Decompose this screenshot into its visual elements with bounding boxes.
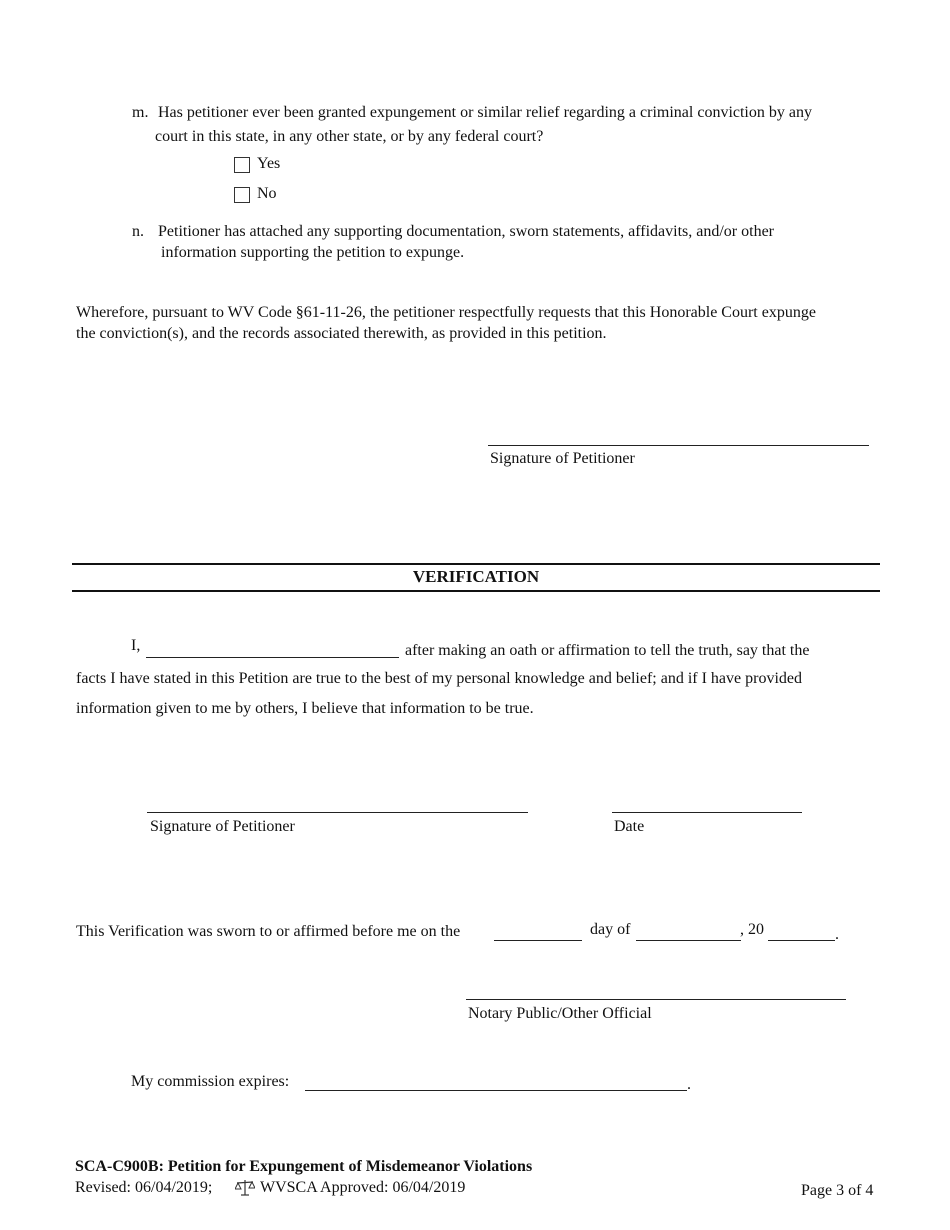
date-label: Date: [614, 818, 645, 835]
verification-line3: information given to me by others, I believe that information to be true.: [76, 700, 534, 717]
item-m-marker: m.: [132, 104, 149, 121]
item-m-text-line2: court in this state, in any other state, or by any federal court?: [155, 128, 544, 145]
wherefore-line2: the conviction(s), and the records associated therewith, as provided in this petition.: [76, 325, 607, 342]
verification-line1: after making an oath or affirmation to tell the truth, say that the: [405, 642, 810, 659]
footer-form-title: SCA-C900B: Petition for Expungement of Misdemeanor Violations: [75, 1158, 533, 1175]
scales-of-justice-icon: [235, 1179, 255, 1197]
date-line[interactable]: [612, 812, 802, 813]
signature-label-1: Signature of Petitioner: [490, 450, 635, 467]
yes-label: Yes: [257, 155, 281, 172]
item-n-text-line2: information supporting the petition to expunge.: [161, 244, 465, 261]
year-prefix: , 20: [740, 921, 764, 938]
no-label: No: [257, 185, 277, 202]
verification-i-label: I,: [131, 637, 141, 654]
day-blank-line[interactable]: [494, 940, 582, 941]
verification-title: VERIFICATION: [412, 567, 540, 586]
month-blank-line[interactable]: [636, 940, 741, 941]
notary-label: Notary Public/Other Official: [468, 1005, 652, 1022]
sworn-text: This Verification was sworn to or affirmed before me on the: [76, 923, 461, 940]
year-blank-line[interactable]: [768, 940, 835, 941]
item-n-marker: n.: [132, 223, 144, 240]
signature-line-2[interactable]: [147, 812, 528, 813]
item-n-text-line1: Petitioner has attached any supporting documentation, sworn statements, affidavits, and/or other: [158, 223, 774, 240]
no-checkbox[interactable]: [234, 187, 250, 203]
yes-checkbox[interactable]: [234, 157, 250, 173]
commission-blank-line[interactable]: [305, 1090, 687, 1091]
sworn-period: .: [835, 926, 839, 943]
verification-rule-bottom: [72, 590, 880, 592]
wherefore-line1: Wherefore, pursuant to WV Code §61-11-26, the petitioner respectfully requests that this Honorable Court expunge: [76, 304, 816, 321]
verification-line2: facts I have stated in this Petition are true to the best of my personal knowledge and belief; and if I have provided: [76, 670, 802, 687]
name-blank-line[interactable]: [146, 657, 399, 658]
footer-revised: Revised: 06/04/2019;: [75, 1179, 213, 1196]
item-m-text-line1: Has petitioner ever been granted expungement or similar relief regarding a criminal conviction by any: [158, 104, 812, 121]
footer-approved: WVSCA Approved: 06/04/2019: [260, 1179, 466, 1196]
commission-label: My commission expires:: [131, 1073, 290, 1090]
notary-signature-line[interactable]: [466, 999, 846, 1000]
signature-line-1[interactable]: [488, 445, 869, 446]
verification-rule-top: [72, 563, 880, 565]
day-of-label: day of: [590, 921, 631, 938]
signature-label-2: Signature of Petitioner: [150, 818, 295, 835]
footer-page-number: Page 3 of 4: [801, 1182, 874, 1199]
commission-period: .: [687, 1076, 691, 1093]
